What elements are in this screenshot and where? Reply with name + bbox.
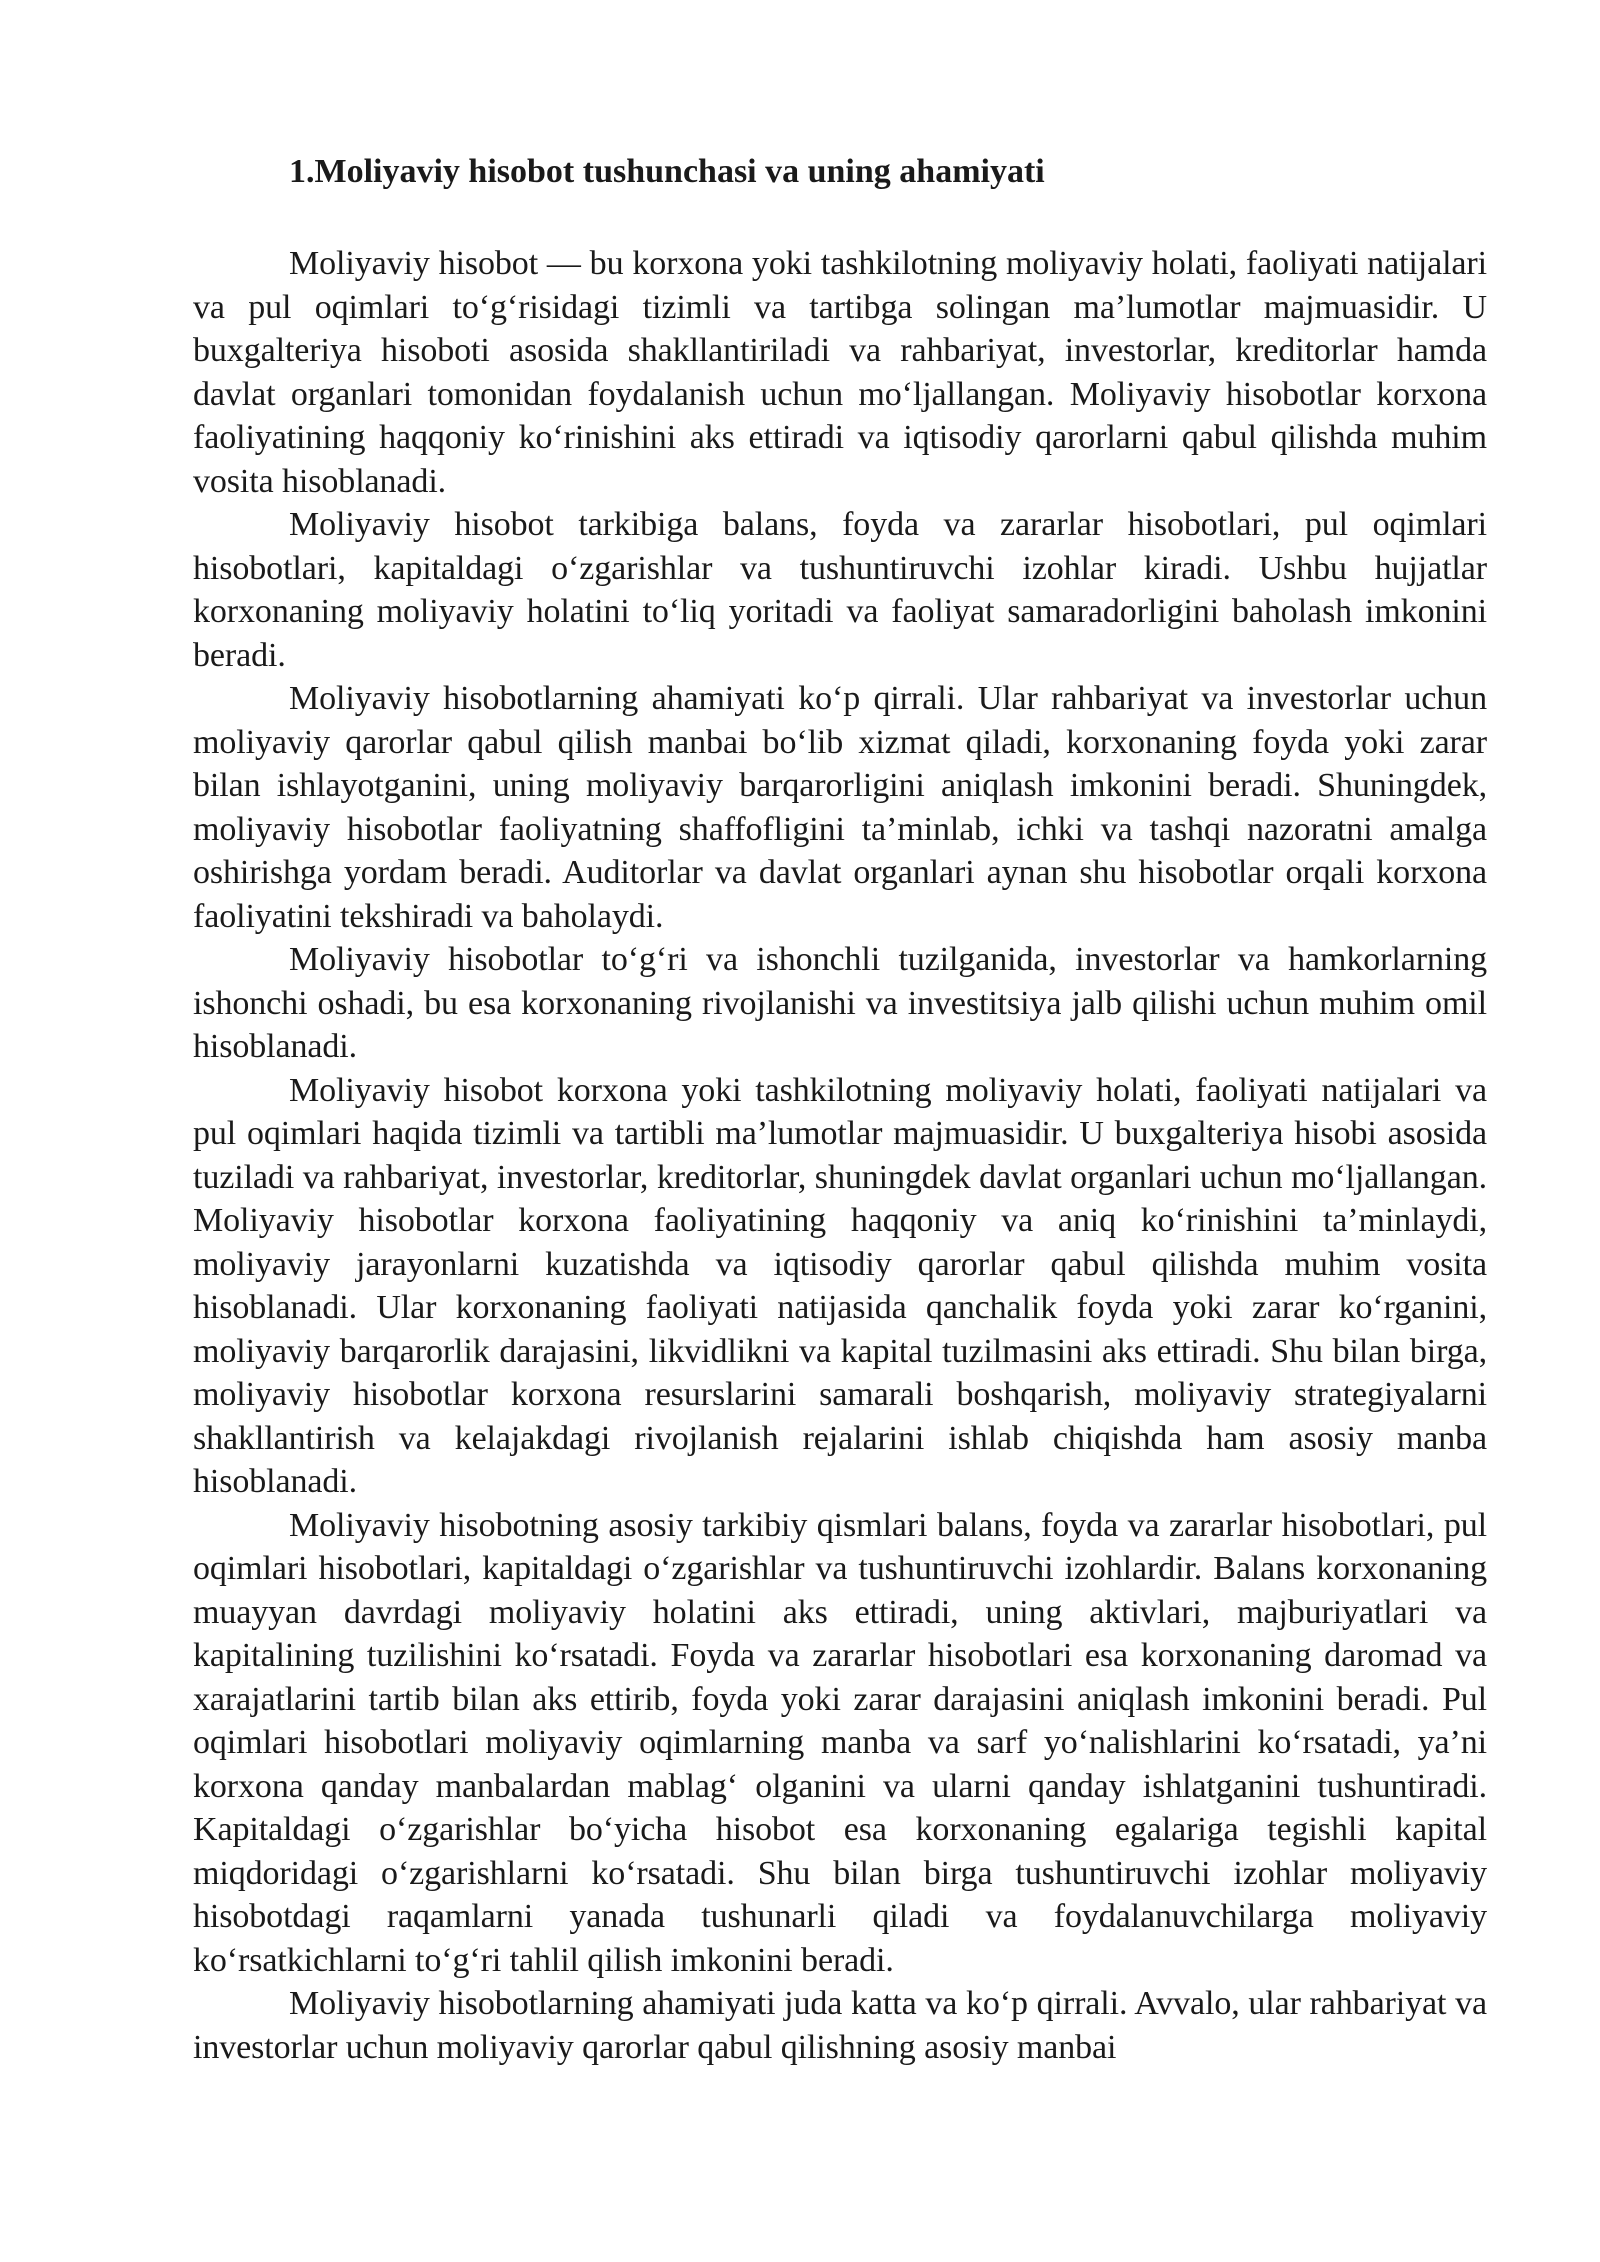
paragraph-6: Moliyaviy hisobotning asosiy tarkibiy qismlari balans, foyda va zararlar hisobotlari, pul oqimlari hisobotlari, kapitaldagi o‘zgarishlar va tushuntiruvchi izohlardir. Balans korxonaning muayyan davrdagi moliyaviy holatini aks ettiradi, uning aktivlari, majburiyatlari va kapitalining tuzilishini ko‘rsatadi. Foyda va zararlar hisobotlari esa korxonaning daromad va xarajatlarini tartib bilan aks ettirib, foyda yoki zarar darajasini aniqlash imkonini beradi. Pul oqimlari hisobotlari moliyaviy oqimlarning manba va sarf yo‘nalishlarini ko‘rsatadi, ya’ni korxona qanday manbalardan mablag‘ olganini va ularni qanday ishlatganini tushuntiradi. Kapitaldagi o‘zgarishlar bo‘yicha hisobot esa korxonaning egalariga tegishli kapital miqdoridagi o‘zgarishlarni ko‘rsatadi. Shu bilan birga tushuntiruvchi izohlar moliyaviy hisobotdagi raqamlarni yanada tushunarli qiladi va foydalanuvchilarga moliyaviy ko‘rsatkichlarni to‘g‘ri tahlil qilish imkonini beradi. (193, 1506, 1487, 1979)
paragraph-1: Moliyaviy hisobot — bu korxona yoki tashkilotning moliyaviy holati, faoliyati natijalari va pul oqimlari to‘g‘risidagi tizimli va tartibga solingan ma’lumotlar majmuasidir. U buxgalteriya hisoboti asosida shakllantiriladi va rahbariyat, investorlar, kreditorlar hamda davlat organlari tomonidan foydalanish uchun mo‘ljallangan. Moliyaviy hisobotlar korxona faoliyatining haqqoniy ko‘rinishini aks ettiradi va iqtisodiy qarorlarni qabul qilishda muhim vosita hisoblanadi. (193, 245, 1487, 500)
paragraph-2: Moliyaviy hisobot tarkibiga balans, foyda va zararlar hisobotlari, pul oqimlari hisobotlari, kapitaldagi o‘zgarishlar va tushuntiruvchi izohlar kiradi. Ushbu hujjatlar korxonaning moliyaviy holatini to‘liq yoritadi va faoliyat samaradorligini baholash imkonini beradi. (193, 506, 1487, 674)
paragraph-7: Moliyaviy hisobotlarning ahamiyati juda katta va ko‘p qirrali. Avvalo, ular rahbariyat va investorlar uchun moliyaviy qarorlar qabul qilishning asosiy manbai (193, 1985, 1487, 2066)
paragraph-4: Moliyaviy hisobotlar to‘g‘ri va ishonchli tuzilganida, investorlar va hamkorlarning ishonchi oshadi, bu esa korxonaning rivojlanishi va investitsiya jalb qilishi uchun muhim omil hisoblanadi. (193, 941, 1487, 1065)
document-body (193, 150, 1487, 2069)
paragraph-3: Moliyaviy hisobotlarning ahamiyati ko‘p qirrali. Ular rahbariyat va investorlar uchun moliyaviy qarorlar qabul qilish manbai bo‘lib xizmat qiladi, korxonaning foyda yoki zarar bilan ishlayotganini, uning moliyaviy barqarorligini aniqlash imkonini beradi. Shuningdek, moliyaviy hisobotlar faoliyatning shaffofligini ta’minlab, ichki va tashqi nazoratni amalga oshirishga yordam beradi. Auditorlar va davlat organlari aynan shu hisobotlar orqali korxona faoliyatini tekshiradi va baholaydi. (193, 680, 1487, 935)
paragraph-5: Moliyaviy hisobot korxona yoki tashkilotning moliyaviy holati, faoliyati natijalari va pul oqimlari haqida tizimli va tartibli ma’lumotlar majmuasidir. U buxgalteriya hisobi asosida tuziladi va rahbariyat, investorlar, kreditorlar, shuningdek davlat organlari uchun mo‘ljallangan. Moliyaviy hisobotlar korxona faoliyatining haqqoniy va aniq ko‘rinishini ta’minlaydi, moliyaviy jarayonlarni kuzatishda va iqtisodiy qarorlar qabul qilishda muhim vosita hisoblanadi. Ular korxonaning faoliyati natijasida qanchalik foyda yoki zarar ko‘rganini, moliyaviy barqarorlik darajasini, likvidlikni va kapital tuzilmasini aks ettiradi. Shu bilan birga, moliyaviy hisobotlar korxona resurslarini samarali boshqarish, moliyaviy strategiyalarni shakllantirish va kelajakdagi rivojlanish rejalarini ishlab chiqishda ham asosiy manba hisoblanadi. (193, 1071, 1487, 1500)
section-heading: 1.Moliyaviy hisobot tushunchasi va uning ahamiyati (289, 153, 1045, 190)
